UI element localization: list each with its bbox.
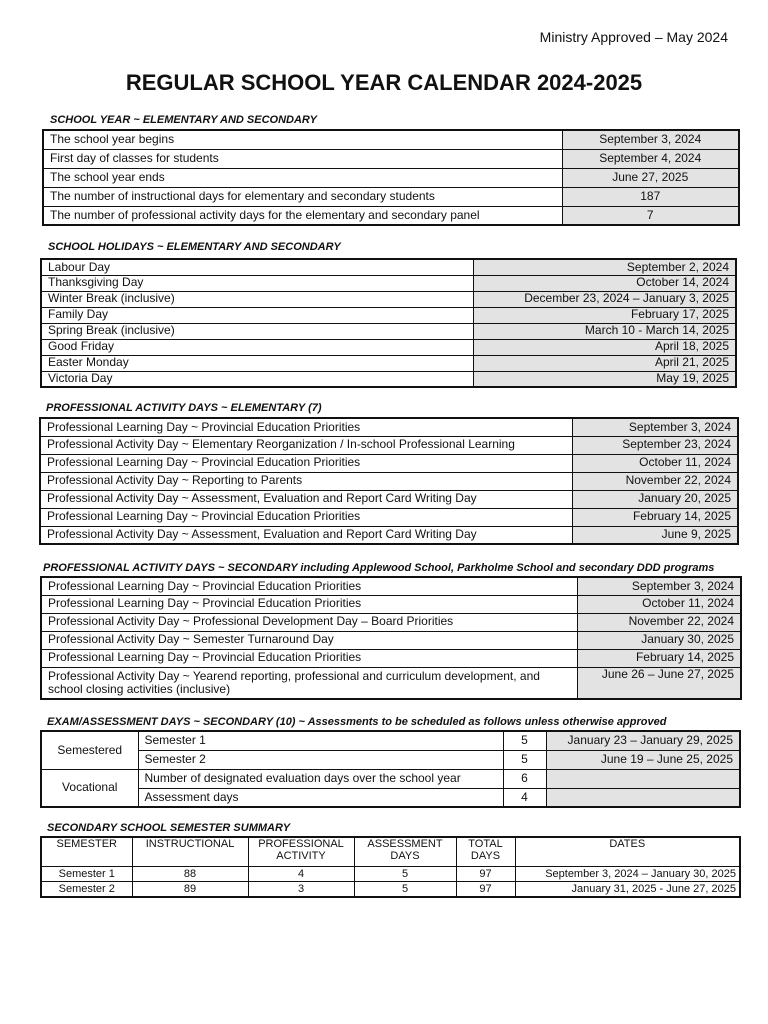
row-date: June 27, 2025 — [562, 168, 739, 187]
row-label: Easter Monday — [41, 355, 473, 371]
table-row — [43, 168, 739, 187]
row-label: The school year begins — [43, 130, 562, 149]
row-label: Professional Learning Day ~ Provincial Education Priorities — [41, 649, 577, 667]
table-row — [41, 788, 740, 807]
semester-summary-table — [40, 836, 741, 898]
row-label: Good Friday — [41, 339, 473, 355]
approval-note: Ministry Approved – May 2024 — [539, 29, 728, 45]
table-cell: 5 — [354, 867, 456, 882]
row-dates: January 23 – January 29, 2025 — [546, 731, 740, 750]
row-label: The number of instructional days for elementary and secondary students — [43, 187, 562, 206]
table-row — [41, 649, 741, 667]
row-date: September 3, 2024 — [572, 418, 738, 436]
school-year-heading: SCHOOL YEAR ~ ELEMENTARY AND SECONDARY — [50, 114, 318, 126]
table-row — [41, 613, 741, 631]
row-date: April 18, 2025 — [473, 339, 736, 355]
row-dates — [546, 788, 740, 807]
table-cell: 88 — [132, 867, 248, 882]
row-date: February 17, 2025 — [473, 307, 736, 323]
row-label: Professional Activity Day ~ Assessment, Evaluation and Report Card Writing Day — [40, 526, 572, 544]
table-cell: 97 — [456, 882, 515, 897]
holidays-table — [40, 258, 737, 388]
column-header: ASSESSMENT DAYS — [354, 837, 456, 867]
row-label: Professional Learning Day ~ Provincial Education Priorities — [41, 595, 577, 613]
table-cell: September 3, 2024 – January 30, 2025 — [515, 867, 740, 882]
row-date: June 9, 2025 — [572, 526, 738, 544]
table-cell: 3 — [248, 882, 354, 897]
column-header: PROFESSIONAL ACTIVITY — [248, 837, 354, 867]
table-row — [41, 667, 741, 699]
row-date: September 3, 2024 — [577, 577, 741, 595]
row-date: May 19, 2025 — [473, 371, 736, 387]
table-cell: 5 — [354, 882, 456, 897]
row-days: 4 — [503, 788, 546, 807]
page-title: REGULAR SCHOOL YEAR CALENDAR 2024-2025 — [125, 70, 643, 95]
table-row — [40, 454, 738, 472]
table-row — [40, 508, 738, 526]
table-row — [41, 339, 736, 355]
school-year-table — [42, 129, 740, 226]
table-row — [40, 526, 738, 544]
table-row — [41, 307, 736, 323]
row-date: September 2, 2024 — [473, 259, 736, 275]
table-row — [41, 750, 740, 769]
pa-secondary-heading: PROFESSIONAL ACTIVITY DAYS ~ SECONDARY including Applewood School, Parkholme School and secondary DDD programs — [43, 562, 715, 574]
row-label: Professional Activity Day ~ Yearend reporting, professional and curriculum development, and school closing activities (inclusive) — [41, 667, 577, 699]
row-label: Spring Break (inclusive) — [41, 323, 473, 339]
row-dates — [546, 769, 740, 788]
row-date: October 11, 2024 — [577, 595, 741, 613]
row-date: September 23, 2024 — [572, 436, 738, 454]
table-row — [41, 882, 740, 897]
row-label: Professional Activity Day ~ Semester Turnaround Day — [41, 631, 577, 649]
table-row — [40, 472, 738, 490]
row-label: Thanksgiving Day — [41, 275, 473, 291]
row-label: Semester 1 — [138, 731, 503, 750]
row-date: October 11, 2024 — [572, 454, 738, 472]
row-date: June 26 – June 27, 2025 — [577, 667, 741, 699]
row-label: Professional Learning Day ~ Provincial Education Priorities — [41, 577, 577, 595]
row-date: September 4, 2024 — [562, 149, 739, 168]
table-cell: Semester 2 — [41, 882, 132, 897]
pa-elementary-heading: PROFESSIONAL ACTIVITY DAYS ~ ELEMENTARY (7) — [46, 402, 322, 414]
row-date: 187 — [562, 187, 739, 206]
row-label: The school year ends — [43, 168, 562, 187]
exam-days-table — [40, 730, 741, 808]
table-cell: 97 — [456, 867, 515, 882]
row-label: Victoria Day — [41, 371, 473, 387]
row-date: February 14, 2025 — [572, 508, 738, 526]
row-days: 5 — [503, 750, 546, 769]
table-row — [43, 149, 739, 168]
table-row — [43, 187, 739, 206]
row-label: Winter Break (inclusive) — [41, 291, 473, 307]
row-days: 5 — [503, 731, 546, 750]
row-date: February 14, 2025 — [577, 649, 741, 667]
row-date: 7 — [562, 206, 739, 225]
exam-days-heading: EXAM/ASSESSMENT DAYS ~ SECONDARY (10) ~ Assessments to be scheduled as follows unless otherwise approved — [47, 716, 667, 728]
column-header: INSTRUCTIONAL — [132, 837, 248, 867]
table-row — [40, 436, 738, 454]
table-cell: 89 — [132, 882, 248, 897]
table-row — [41, 631, 741, 649]
row-date: January 30, 2025 — [577, 631, 741, 649]
row-label: Assessment days — [138, 788, 503, 807]
row-date: January 20, 2025 — [572, 490, 738, 508]
row-dates: June 19 – June 25, 2025 — [546, 750, 740, 769]
row-date: September 3, 2024 — [562, 130, 739, 149]
row-label: Professional Activity Day ~ Elementary Reorganization / In-school Professional Learning — [40, 436, 572, 454]
row-label: The number of professional activity days for the elementary and secondary panel — [43, 206, 562, 225]
row-date: December 23, 2024 – January 3, 2025 — [473, 291, 736, 307]
table-row — [40, 418, 738, 436]
row-date: March 10 - March 14, 2025 — [473, 323, 736, 339]
row-date: November 22, 2024 — [577, 613, 741, 631]
row-label: Family Day — [41, 307, 473, 323]
table-row — [41, 371, 736, 387]
table-row — [41, 259, 736, 275]
table-cell: Semester 1 — [41, 867, 132, 882]
row-label: Professional Activity Day ~ Reporting to Parents — [40, 472, 572, 490]
row-label: Professional Activity Day ~ Assessment, Evaluation and Report Card Writing Day — [40, 490, 572, 508]
row-label: Semester 2 — [138, 750, 503, 769]
group-label: Vocational — [41, 769, 138, 807]
table-row — [41, 731, 740, 750]
row-label: Professional Learning Day ~ Provincial Education Priorities — [40, 508, 572, 526]
row-label: Labour Day — [41, 259, 473, 275]
table-cell: 4 — [248, 867, 354, 882]
pa-secondary-table — [40, 576, 742, 700]
row-label: Professional Learning Day ~ Provincial Education Priorities — [40, 454, 572, 472]
holidays-heading: SCHOOL HOLIDAYS ~ ELEMENTARY AND SECONDARY — [48, 241, 341, 253]
row-label: Professional Learning Day ~ Provincial Education Priorities — [40, 418, 572, 436]
pa-elementary-table — [39, 417, 739, 545]
row-date: October 14, 2024 — [473, 275, 736, 291]
table-row — [41, 595, 741, 613]
table-row — [41, 323, 736, 339]
group-label: Semestered — [41, 731, 138, 769]
row-days: 6 — [503, 769, 546, 788]
header-row — [41, 837, 740, 867]
table-row — [41, 577, 741, 595]
table-row — [41, 291, 736, 307]
row-label: First day of classes for students — [43, 149, 562, 168]
table-row — [43, 130, 739, 149]
table-row — [41, 769, 740, 788]
row-date: November 22, 2024 — [572, 472, 738, 490]
table-row — [41, 355, 736, 371]
table-row — [41, 867, 740, 882]
column-header: SEMESTER — [41, 837, 132, 867]
table-row — [40, 490, 738, 508]
table-row — [43, 206, 739, 225]
column-header: TOTAL DAYS — [456, 837, 515, 867]
semester-summary-heading: SECONDARY SCHOOL SEMESTER SUMMARY — [47, 822, 291, 834]
row-label: Professional Activity Day ~ Professional Development Day – Board Priorities — [41, 613, 577, 631]
column-header: DATES — [515, 837, 740, 867]
row-label: Number of designated evaluation days over the school year — [138, 769, 503, 788]
table-cell: January 31, 2025 - June 27, 2025 — [515, 882, 740, 897]
row-date: April 21, 2025 — [473, 355, 736, 371]
table-row — [41, 275, 736, 291]
